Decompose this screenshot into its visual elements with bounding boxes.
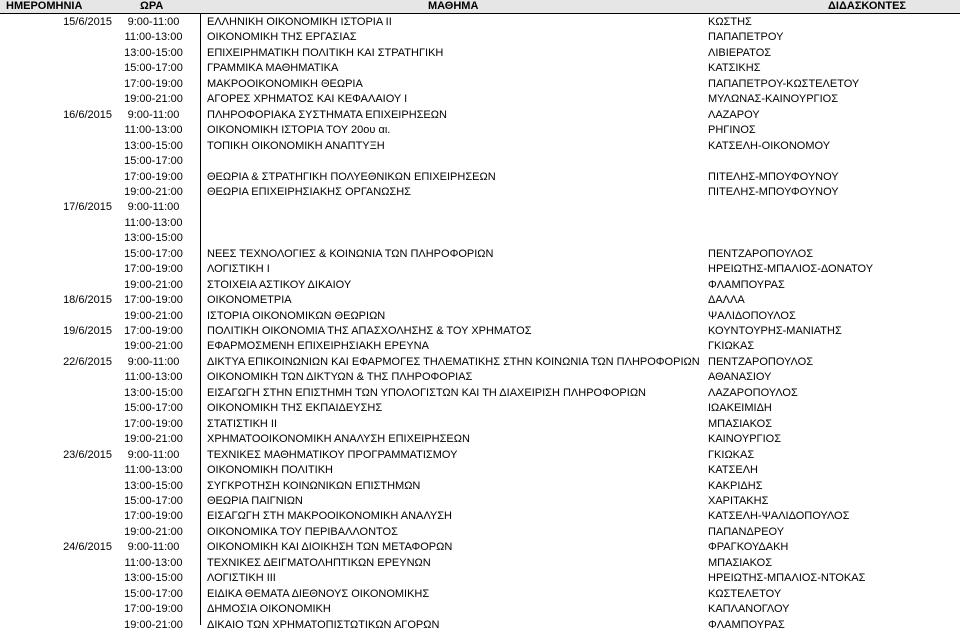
cell-time: 9:00-11:00 [127,355,180,368]
cell-time: 17:00-19:00 [124,170,183,183]
cell-time: 9:00-11:00 [127,16,180,28]
table-row [0,339,960,354]
cell-course: ΟΙΚΟΝΟΜΙΚΗ ΚΑΙ ΔΙΟΙΚΗΣΗ ΤΩΝ ΜΕΤΑΦΟΡΩΝ [207,541,453,554]
cell-course: ΤΟΠΙΚΗ ΟΙΚΟΝΟΜΙΚΗ ΑΝΑΠΤΥΞΗ [207,139,385,152]
cell-time: 15:00-17:00 [124,587,183,600]
cell-time: 17:00-19:00 [124,325,183,337]
table-row [0,417,960,432]
table-row [0,448,960,463]
cell-time: 17:00-19:00 [124,263,183,276]
table-row [0,262,960,277]
cell-time: 13:00-15:00 [124,139,183,152]
cell-course: ΟΙΚΟΝΟΜΙΚΗ ΤΗΣ ΕΚΠΑΙΔΕΥΣΗΣ [207,402,383,415]
cell-teacher: ΠΕΝΤΖΑΡΟΠΟΥΛΟΣ [708,247,814,260]
table-row [0,108,960,123]
cell-time: 9:00-11:00 [127,108,180,121]
table-row [0,309,960,324]
table-row [0,509,960,524]
cell-time: 13:00-15:00 [124,46,183,59]
table-row [0,123,960,138]
table-row [0,139,960,154]
cell-date: 18/6/2015 [63,294,112,307]
cell-course: ΟΙΚΟΝΟΜΕΤΡΙΑ [207,294,292,307]
cell-time: 11:00-13:00 [124,371,183,384]
cell-time: 19:00-21:00 [124,309,183,322]
cell-time: 19:00-21:00 [124,618,183,631]
cell-course: ΓΡΑΜΜΙΚΑ ΜΑΘΗΜΑΤΙΚΑ [207,62,339,75]
cell-time: 13:00-15:00 [124,386,183,399]
cell-time: 15:00-17:00 [124,402,183,415]
cell-teacher: ΠΑΠΑΠΕΤΡΟΥ-ΚΩΣΤΕΛΕΤΟΥ [708,77,860,90]
table-header [0,0,960,14]
table-row [0,247,960,262]
table-row [0,154,960,169]
cell-time: 19:00-21:00 [124,340,183,353]
cell-course: ΑΓΟΡΕΣ ΧΡΗΜΑΤΟΣ ΚΑΙ ΚΕΦΑΛΑΙΟΥ Ι [207,93,408,106]
table-row [0,618,960,633]
cell-time: 13:00-15:00 [124,572,183,585]
header-date: ΗΜΕΡΟΜΗΝΙΑ [6,0,83,12]
cell-teacher: ΧΑΡΙΤΑΚΗΣ [708,494,769,507]
cell-teacher: ΚΑΤΣΕΛΗ-ΟΙΚΟΝΟΜΟΥ [708,139,831,152]
cell-teacher: ΚΑΤΣΕΛΗ-ΨΑΛΙΔΟΠΟΥΛΟΣ [708,510,850,523]
cell-teacher: ΚΑΤΣΙΚΗΣ [708,62,761,75]
cell-course: ΕΙΣΑΓΩΓΗ ΣΤΗΝ ΕΠΙΣΤΗΜΗ ΤΩΝ ΥΠΟΛΟΓΙΣΤΩΝ ΚΑΙ ΤΗ ΔΙΑΧΕΙΡΙΣΗ ΠΛΗΡΟΦΟΡΙΩΝ [207,386,646,399]
cell-teacher: ΦΛΑΜΠΟΥΡΑΣ [708,618,785,631]
cell-date: 19/6/2015 [63,325,112,337]
cell-time: 11:00-13:00 [124,31,183,44]
cell-date: 24/6/2015 [63,541,112,554]
cell-course: ΛΟΓΙΣΤΙΚΗ ΙΙΙ [207,572,276,585]
table-row [0,463,960,478]
header-time: ΩΡΑ [140,0,164,12]
cell-time: 13:00-15:00 [124,479,183,492]
cell-teacher: ΙΩΑΚΕΙΜΙΔΗ [708,402,772,415]
cell-time: 9:00-11:00 [127,541,180,554]
table-row [0,602,960,617]
cell-teacher: ΚΩΣΤΕΛΕΤΟΥ [708,587,782,600]
table-row [0,200,960,215]
cell-time: 19:00-21:00 [124,93,183,106]
header-teacher: ΔΙΔΑΣΚΟΝΤΕΣ [828,0,907,12]
cell-teacher: ΠΑΠΑΠΕΤΡΟΥ [708,31,784,44]
cell-course: ΕΙΔΙΚΑ ΘΕΜΑΤΑ ΔΙΕΘΝΟΥΣ ΟΙΚΟΝΟΜΙΚΗΣ [207,587,430,600]
cell-time: 19:00-21:00 [124,433,183,446]
table-row [0,386,960,401]
cell-teacher: ΗΡΕΙΩΤΗΣ-ΜΠΑΛΙΟΣ-ΔΟΝΑΤΟΥ [708,263,874,276]
cell-teacher: ΚΑΙΝΟΥΡΓΙΟΣ [708,433,782,446]
table-row [0,293,960,308]
table-row [0,370,960,385]
table-row [0,324,960,339]
cell-course: ΤΕΧΝΙΚΕΣ ΔΕΙΓΜΑΤΟΛΗΠΤΙΚΩΝ ΕΡΕΥΝΩΝ [207,556,431,569]
table-row [0,540,960,555]
cell-course: ΟΙΚΟΝΟΜΙΚΑ ΤΟΥ ΠΕΡΙΒΑΛΛΟΝΤΟΣ [207,525,398,538]
cell-time: 15:00-17:00 [124,494,183,507]
table-row [0,170,960,185]
cell-course: ΣΤΟΙΧΕΙΑ ΑΣΤΙΚΟΥ ΔΙΚΑΙΟΥ [207,278,352,291]
table-row [0,231,960,246]
cell-course: ΕΙΣΑΓΩΓΗ ΣΤΗ ΜΑΚΡΟΟΙΚΟΝΟΜΙΚΗ ΑΝΑΛΥΣΗ [207,510,452,523]
cell-course: ΧΡΗΜΑΤΟΟΙΚΟΝΟΜΙΚΗ ΑΝΑΛΥΣΗ ΕΠΙΧΕΙΡΗΣΕΩΝ [207,433,470,446]
table-row [0,479,960,494]
cell-course: ΣΥΓΚΡΟΤΗΣΗ ΚΟΙΝΩΝΙΚΩΝ ΕΠΙΣΤΗΜΩΝ [207,479,421,492]
cell-time: 17:00-19:00 [124,77,183,90]
cell-date: 15/6/2015 [63,16,112,28]
table-row [0,92,960,107]
table-row [0,30,960,45]
cell-course: ΟΙΚΟΝΟΜΙΚΗ ΤΩΝ ΔΙΚΤΥΩΝ & ΤΗΣ ΠΛΗΡΟΦΟΡΙΑΣ [207,371,473,384]
table-row [0,571,960,586]
cell-teacher: ΚΩΣΤΗΣ [708,16,752,28]
cell-time: 15:00-17:00 [124,62,183,75]
table-row [0,494,960,509]
table-row [0,556,960,571]
cell-teacher: ΚΑΚΡΙΔΗΣ [708,479,763,492]
cell-teacher: ΦΛΑΜΠΟΥΡΑΣ [708,278,785,291]
cell-teacher: ΡΗΓΙΝΟΣ [708,124,756,137]
cell-teacher: ΓΚΙΩΚΑΣ [708,340,755,353]
cell-time: 17:00-19:00 [124,417,183,430]
cell-course: ΕΦΑΡΜΟΣΜΕΝΗ ΕΠΙΧΕΙΡΗΣΙΑΚΗ ΕΡΕΥΝΑ [207,340,429,353]
cell-teacher: ΦΡΑΓΚΟΥΔΑΚΗ [708,541,789,554]
cell-teacher: ΜΠΑΣΙΑΚΟΣ [708,417,772,430]
cell-teacher: ΠΕΝΤΖΑΡΟΠΟΥΛΟΣ [708,355,814,368]
cell-course: ΘΕΩΡΙΑ ΠΑΙΓΝΙΩΝ [207,494,303,507]
cell-course: ΕΛΛΗΝΙΚΗ ΟΙΚΟΝΟΜΙΚΗ ΙΣΤΟΡΙΑ ΙΙ [207,16,392,28]
cell-time: 17:00-19:00 [124,510,183,523]
table-row [0,46,960,61]
cell-time: 15:00-17:00 [124,247,183,260]
cell-time: 17:00-19:00 [124,294,183,307]
cell-time: 17:00-19:00 [124,603,183,616]
cell-course: ΟΙΚΟΝΟΜΙΚΗ ΠΟΛΙΤΙΚΗ [207,464,333,477]
table-row [0,77,960,92]
table-row [0,525,960,540]
table-row [0,278,960,293]
cell-course: ΠΟΛΙΤΙΚΗ ΟΙΚΟΝΟΜΙΑ ΤΗΣ ΑΠΑΣΧΟΛΗΣΗΣ & ΤΟΥ ΧΡΗΜΑΤΟΣ [207,325,532,337]
cell-course: ΤΕΧΝΙΚΕΣ ΜΑΘΗΜΑΤΙΚΟΥ ΠΡΟΓΡΑΜΜΑΤΙΣΜΟΥ [207,448,458,461]
cell-course: ΟΙΚΟΝΟΜΙΚΗ ΤΗΣ ΕΡΓΑΣΙΑΣ [207,31,357,44]
cell-course: ΔΙΚΑΙΟ ΤΩΝ ΧΡΗΜΑΤΟΠΙΣΤΩΤΙΚΩΝ ΑΓΟΡΩΝ [207,618,440,631]
cell-teacher: ΜΥΛΩΝΑΣ-ΚΑΙΝΟΥΡΓΙΟΣ [708,93,839,106]
cell-teacher: ΑΘΑΝΑΣΙΟΥ [708,371,772,384]
cell-date: 16/6/2015 [63,108,112,121]
cell-time: 19:00-21:00 [124,278,183,291]
cell-time: 11:00-13:00 [124,556,183,569]
cell-teacher: ΨΑΛΙΔΟΠΟΥΛΟΣ [708,309,796,322]
cell-course: ΣΤΑΤΙΣΤΙΚΗ ΙΙ [207,417,278,430]
cell-date: 23/6/2015 [63,448,112,461]
cell-teacher: ΗΡΕΙΩΤΗΣ-ΜΠΑΛΙΟΣ-ΝΤΟΚΑΣ [708,572,866,585]
cell-teacher: ΚΑΤΣΕΛΗ [708,464,759,477]
cell-course: ΝΕΕΣ ΤΕΧΝΟΛΟΓΙΕΣ & ΚΟΙΝΩΝΙΑ ΤΩΝ ΠΛΗΡΟΦΟΡΙΩΝ [207,247,494,260]
table-row [0,401,960,416]
cell-time: 15:00-17:00 [124,155,183,168]
cell-course: ΠΛΗΡΟΦΟΡΙΑΚΑ ΣΥΣΤΗΜΑΤΑ ΕΠΙΧΕΙΡΗΣΕΩΝ [207,108,447,121]
table-row [0,61,960,76]
cell-teacher: ΛΑΖΑΡΟΠΟΥΛΟΣ [708,386,798,399]
cell-teacher: ΔΑΛΛΑ [708,294,745,307]
header-course: ΜΑΘΗΜΑ [428,0,479,12]
cell-teacher: ΚΑΠΛΑΝΟΓΛΟΥ [708,603,790,616]
cell-teacher: ΠΙΤΕΛΗΣ-ΜΠΟΥΦΟΥΝΟΥ [708,185,839,198]
cell-teacher: ΜΠΑΣΙΑΚΟΣ [708,556,772,569]
cell-course: ΙΣΤΟΡΙΑ ΟΙΚΟΝΟΜΙΚΩΝ ΘΕΩΡΙΩΝ [207,309,386,322]
table-row [0,15,960,30]
table-row [0,185,960,200]
cell-time: 9:00-11:00 [127,448,180,461]
cell-time: 13:00-15:00 [124,232,183,245]
cell-course: ΘΕΩΡΙΑ & ΣΤΡΑΤΗΓΙΚΗ ΠΟΛΥΕΘΝΙΚΩΝ ΕΠΙΧΕΙΡΗΣΕΩΝ [207,170,496,183]
cell-time: 11:00-13:00 [124,124,183,137]
cell-teacher: ΛΑΖΑΡΟΥ [708,108,760,121]
cell-time: 11:00-13:00 [124,216,183,229]
table-row [0,355,960,370]
cell-teacher: ΛΙΒΙΕΡΑΤΟΣ [708,46,772,59]
cell-teacher: ΚΟΥΝΤΟΥΡΗΣ-ΜΑΝΙΑΤΗΣ [708,325,842,337]
cell-course: ΜΑΚΡΟΟΙΚΟΝΟΜΙΚΗ ΘΕΩΡΙΑ [207,77,363,90]
cell-time: 11:00-13:00 [124,464,183,477]
cell-course: ΔΗΜΟΣΙΑ ΟΙΚΟΝΟΜΙΚΗ [207,603,331,616]
table-row [0,432,960,447]
cell-course: ΛΟΓΙΣΤΙΚΗ Ι [207,263,270,276]
cell-date: 22/6/2015 [63,355,112,368]
cell-teacher: ΓΚΙΩΚΑΣ [708,448,755,461]
cell-date: 17/6/2015 [63,201,112,214]
table-row [0,587,960,602]
cell-teacher: ΠΙΤΕΛΗΣ-ΜΠΟΥΦΟΥΝΟΥ [708,170,839,183]
cell-course: ΔΙΚΤΥΑ ΕΠΙΚΟΙΝΩΝΙΩΝ ΚΑΙ ΕΦΑΡΜΟΓΕΣ ΤΗΛΕΜΑΤΙΚΗΣ ΣΤΗΝ ΚΟΙΝΩΝΙΑ ΤΩΝ ΠΛΗΡΟΦΟΡΙΩΝ [207,355,700,368]
table-row [0,216,960,231]
cell-time: 19:00-21:00 [124,525,183,538]
cell-time: 19:00-21:00 [124,185,183,198]
cell-course: ΘΕΩΡΙΑ ΕΠΙΧΕΙΡΗΣΙΑΚΗΣ ΟΡΓΑΝΩΣΗΣ [207,185,411,198]
cell-teacher: ΠΑΠΑΝΔΡΕΟΥ [708,525,785,538]
cell-course: ΕΠΙΧΕΙΡΗΜΑΤΙΚΗ ΠΟΛΙΤΙΚΗ ΚΑΙ ΣΤΡΑΤΗΓΙΚΗ [207,46,444,59]
cell-course: ΟΙΚΟΝΟΜΙΚΗ ΙΣΤΟΡΙΑ ΤΟΥ 20ου αι. [207,124,391,137]
cell-time: 9:00-11:00 [127,201,180,214]
